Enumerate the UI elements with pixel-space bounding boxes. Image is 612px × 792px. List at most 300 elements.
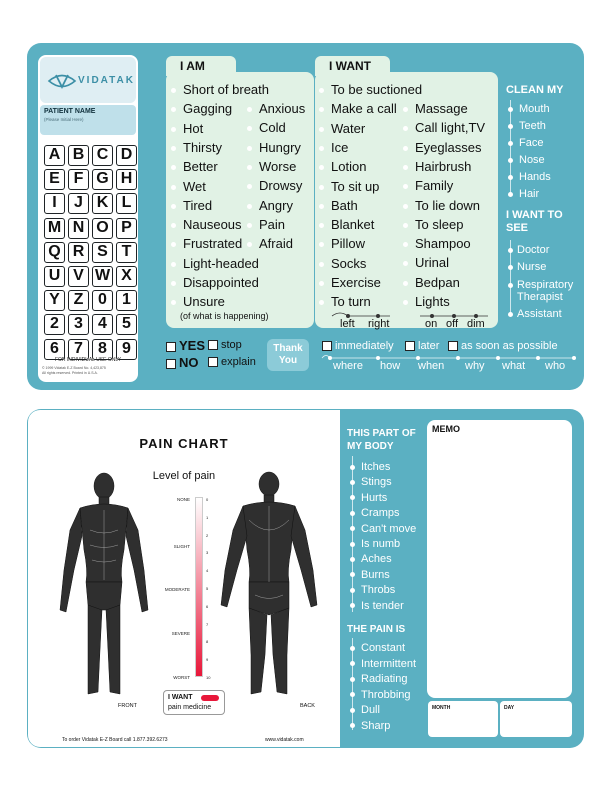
i-want-label: Make a call [331,101,397,117]
scale-label-moderate: MODERATE [164,587,190,592]
light-on[interactable]: on [425,318,438,330]
bullet-dot-icon [171,300,176,305]
question-who[interactable]: who [545,360,566,372]
i-want-item[interactable] [319,159,366,174]
want-to-see-label: Assistant [517,308,562,320]
i-want-label: Shampoo [415,236,471,252]
letter-tile-W[interactable]: W [92,266,113,287]
memo-area[interactable] [427,420,572,698]
i-am-label: Frustrated [183,236,243,252]
scale-number: 0 [206,497,209,502]
bullet-dot-icon [247,146,252,151]
bullet-dot-icon [319,146,324,151]
bullet-dot-icon [350,495,355,500]
want-to-see-item[interactable] [508,308,584,320]
i-want-item[interactable] [319,275,381,290]
question-why[interactable]: why [465,360,485,372]
i-am-label: Disappointed [183,275,259,290]
bullet-dot-icon [508,192,513,197]
this-part-label: Itches [361,461,391,473]
bullet-dot-icon [171,146,176,151]
scale-number: 3 [206,550,209,556]
scale-number: 5 [206,586,209,591]
clean-my-label: Teeth [519,120,546,132]
timing-asap[interactable] [448,340,558,352]
i-want-label: Pillow [331,236,365,252]
clean-my-label: Hair [519,188,540,200]
i-am-item[interactable] [247,178,302,193]
i-am-label: Light-headed [183,255,259,271]
i-want-label: To lie down [415,197,481,213]
this-part-item[interactable] [350,569,390,581]
bullet-dot-icon [508,107,513,112]
clean-my-item[interactable] [508,103,550,115]
bullet-dot-icon [350,480,355,485]
bullet-dot-icon [171,281,176,286]
i-am-label: Cold [259,120,286,136]
i-want-item[interactable] [403,255,449,270]
i-want-item[interactable] [403,217,463,232]
yes-label: YES [179,338,206,353]
i-am-label: Wet [183,178,206,194]
i-am-label: Hot [183,120,204,136]
copyright: © 1999 Vidatak E-Z Board No. 4,423,875 All rights reserved. Printed in U.S.A. [42,366,106,375]
letter-tile-M[interactable]: M [44,218,65,239]
bullet-dot-icon [319,185,324,190]
order-info: To order Vidatak E-Z Board call 1.877.392.6273 [62,737,168,743]
bullet-dot-icon [350,661,355,666]
later-label: later [418,340,440,352]
bullet-dot-icon [403,281,408,286]
brand-name: VIDATAK [78,75,135,86]
back-label: BACK [300,703,315,709]
scale-label-slight: SLIGHT [173,544,190,549]
bullet-dot-icon [403,165,408,170]
i-want-item[interactable] [319,140,348,155]
letter-tile-P[interactable]: P [116,218,137,239]
i-want-item[interactable] [403,236,471,251]
pain-is-label: Intermittent [361,657,417,670]
want-to-see-label: Doctor [517,244,550,256]
scale-number: 9 [206,657,209,663]
i-am-item[interactable] [171,256,259,271]
letter-tile-0[interactable]: 0 [92,290,113,311]
this-part-item[interactable] [350,492,387,504]
pain-is-item[interactable] [350,704,380,716]
clean-my-item[interactable] [508,171,551,183]
bullet-dot-icon [403,223,408,228]
letter-tile-U[interactable]: U [44,266,65,287]
letter-tile-6[interactable]: 6 [44,339,65,360]
pain-is-label: Sharp [361,719,391,732]
bullet-dot-icon [403,261,408,266]
body-front-figure-icon[interactable] [50,470,158,705]
i-am-title: I AM [166,56,236,76]
i-want-item[interactable] [403,275,460,290]
bullet-dot-icon [403,300,408,305]
this-part-label: Hurts [361,491,388,504]
bullet-dot-icon [350,723,355,728]
this-part-item[interactable] [350,476,392,488]
this-part-label: Is tender [361,599,404,612]
i-am-label: Angry [259,197,293,213]
question-what[interactable]: what [502,360,526,372]
i-am-item[interactable] [171,179,206,194]
letter-tile-L[interactable]: L [116,193,137,214]
i-am-item[interactable] [171,159,218,174]
bullet-dot-icon [319,300,324,305]
bullet-dot-icon [350,465,355,470]
timing-immediately[interactable] [322,340,394,352]
i-want-item[interactable] [403,159,471,174]
this-part-title: THIS PART OF MY BODY [347,428,416,452]
bullet-dot-icon [350,692,355,697]
want-medicine-label-2: pain medicine [168,704,212,711]
later-checkbox[interactable] [405,341,415,351]
clean-my-item[interactable] [508,188,539,200]
letter-tile-J[interactable]: J [68,193,89,214]
i-am-label: Nauseous [183,217,242,233]
i-am-item[interactable] [171,236,242,251]
clean-my-item[interactable] [508,120,546,132]
this-part-label: Cramps [361,507,400,520]
stop-option[interactable] [208,339,242,351]
letter-tile-3[interactable]: 3 [68,314,89,335]
i-want-item[interactable] [319,179,379,194]
question-where[interactable]: where [333,360,363,372]
bullet-dot-icon [508,158,513,163]
letter-tile-H[interactable]: H [116,169,137,190]
front-label: FRONT [118,703,137,709]
bullet-dot-icon [508,124,513,129]
bullet-dot-icon [508,141,513,146]
yes-option[interactable] [166,338,205,353]
scale-label-worst: WORST [173,675,190,680]
letter-tile-X[interactable]: X [116,266,137,287]
timing-later[interactable] [405,340,439,352]
i-am-label: Tired [183,197,213,213]
i-want-label: Blanket [331,217,375,233]
letter-tile-N[interactable]: N [68,218,89,239]
letter-tile-O[interactable]: O [92,218,113,239]
i-am-item[interactable] [247,159,296,174]
light-dim[interactable]: dim [467,318,485,330]
pain-is-item[interactable] [350,720,390,732]
scale-number: 4 [206,568,209,574]
this-part-item[interactable] [350,461,390,473]
i-am-label: Worse [259,158,297,174]
i-am-label: Pain [259,216,286,232]
i-want-item[interactable] [403,120,485,135]
i-want-label: Socks [331,255,367,271]
bullet-dot-icon [350,646,355,651]
bullet-dot-icon [247,107,252,112]
i-want-label: To be suctioned [331,82,423,97]
letter-tile-Z[interactable]: Z [68,290,89,311]
bullet-dot-icon [403,204,408,209]
i-am-label: Better [183,159,218,175]
day-label: DAY [504,705,515,711]
bullet-dot-icon [247,204,252,209]
bullet-dot-icon [350,708,355,713]
pill-icon [201,695,219,701]
stop-label: stop [221,339,242,351]
i-am-item[interactable] [171,121,203,136]
body-back-figure-icon[interactable] [215,470,323,705]
i-am-label: Gagging [183,101,233,117]
i-am-item[interactable] [247,140,301,155]
this-part-item[interactable] [350,507,400,519]
bullet-dot-icon [319,107,324,112]
letter-tile-I[interactable]: I [44,193,65,214]
bullet-dot-icon [319,281,324,286]
bullet-dot-icon [319,223,324,228]
bullet-dot-icon [319,204,324,209]
turn-right[interactable]: right [368,318,390,330]
letter-tile-F[interactable]: F [68,169,89,190]
vidatak-logo-icon [47,70,77,92]
no-option[interactable] [166,355,199,370]
pain-is-title: THE PAIN IS [347,624,406,635]
bullet-dot-icon [247,242,252,247]
bullet-dot-icon [350,511,355,516]
this-part-item[interactable] [350,553,392,565]
scale-number: 2 [206,532,209,538]
no-label: NO [179,355,199,370]
want-to-see-item[interactable] [508,244,584,256]
bullet-dot-icon [350,557,355,562]
i-am-label: Drowsy [259,178,303,194]
i-am-item[interactable] [171,101,232,116]
asap-label: as soon as possible [461,340,558,352]
pain-scale-bar[interactable] [195,497,203,677]
i-want-item[interactable] [319,256,366,271]
bullet-dot-icon [247,126,252,131]
bullet-dot-icon [350,526,355,531]
bullet-dot-icon [350,588,355,593]
i-want-item[interactable] [403,294,450,309]
i-am-item[interactable] [171,275,259,290]
this-part-label: Stings [361,476,392,489]
scale-label-none: NONE [176,497,190,502]
this-part-item[interactable] [350,538,400,550]
bullet-dot-icon [171,88,176,93]
letter-tile-K[interactable]: K [92,193,113,214]
letter-tile-S[interactable]: S [92,242,113,263]
i-am-item[interactable] [171,294,225,309]
bullet-dot-icon [171,262,176,267]
bullet-dot-icon [350,572,355,577]
no-checkbox[interactable] [166,359,176,369]
bullet-dot-icon [403,146,408,151]
bullet-dot-icon [508,312,513,317]
this-part-label: Is numb [361,538,401,550]
this-part-item[interactable] [350,600,404,612]
scale-label-severe: SEVERE [171,631,190,636]
letter-tile-5[interactable]: 5 [116,314,137,335]
letter-tile-V[interactable]: V [68,266,89,287]
this-part-item[interactable] [350,523,416,535]
letter-tile-D[interactable]: D [116,145,137,166]
i-am-item[interactable] [171,82,269,97]
pain-is-label: Dull [361,704,380,716]
clean-my-item[interactable] [508,154,545,166]
i-want-item[interactable] [319,198,358,213]
bullet-dot-icon [350,542,355,547]
letter-tile-G[interactable]: G [92,169,113,190]
turn-left[interactable]: left [340,318,355,330]
bullet-dot-icon [247,223,252,228]
clean-my-item[interactable] [508,137,543,149]
yes-checkbox[interactable] [166,342,176,352]
individual-use-note: FOR INDIVIDUAL USE ONLY [54,357,122,363]
unsure-note: (of what is happening) [180,311,269,321]
stop-checkbox[interactable] [208,340,218,350]
i-am-item[interactable] [171,198,212,213]
month-label: MONTH [432,705,451,711]
i-am-label: Anxious [259,101,306,116]
i-want-label: Eyeglasses [415,139,482,155]
thank-you-button[interactable] [267,339,309,371]
clean-my-label: Hands [519,171,551,183]
bullet-dot-icon [319,127,324,132]
bullet-dot-icon [403,126,408,131]
letter-tile-7[interactable]: 7 [68,339,89,360]
i-am-item[interactable] [247,198,293,213]
i-am-label: Short of breath [183,82,269,97]
i-want-item[interactable] [403,101,468,116]
pain-is-item[interactable] [350,673,407,685]
immediately-checkbox[interactable] [322,341,332,351]
pain-is-label: Radiating [361,673,408,685]
letter-tile-T[interactable]: T [116,242,137,263]
explain-option[interactable] [208,356,256,368]
pain-is-label: Throbbing [361,688,411,701]
want-medicine-label-1: I WANT [168,694,193,701]
i-am-item[interactable] [171,217,242,232]
pain-is-label: Constant [361,642,406,654]
bullet-dot-icon [350,677,355,682]
bullet-dot-icon [508,265,513,270]
bullet-dot-icon [508,248,513,253]
letter-tile-C[interactable]: C [92,145,113,166]
want-to-see-label: Respiratory Therapist [517,279,574,303]
scale-number: 7 [206,621,209,627]
bullet-dot-icon [247,184,252,189]
question-when[interactable]: when [418,360,445,372]
bullet-dot-icon [403,107,408,112]
letter-tile-B[interactable]: B [68,145,89,166]
letter-tile-4[interactable]: 4 [92,314,113,335]
i-am-item[interactable] [247,120,286,135]
pain-chart-title: PAIN CHART [139,436,229,451]
bullet-dot-icon [319,262,324,267]
letter-tile-1[interactable]: 1 [116,290,137,311]
clean-my-label: Nose [519,154,545,166]
i-want-item[interactable] [319,101,397,116]
i-want-label: Urinal [415,255,449,271]
letter-tile-2[interactable]: 2 [44,314,65,335]
thank-you-label: Thank You [273,343,303,366]
i-want-item[interactable] [319,82,422,97]
want-to-see-item[interactable] [508,261,584,273]
i-want-item[interactable] [319,217,374,232]
i-want-label: Lotion [331,159,367,175]
letter-tile-Q[interactable]: Q [44,242,65,263]
this-part-item[interactable] [350,584,395,596]
letter-tile-9[interactable]: 9 [116,339,137,360]
letter-tile-8[interactable]: 8 [92,339,113,360]
website: www.vidatak.com [265,737,304,743]
i-want-label: To sit up [331,178,380,194]
letter-tile-Y[interactable]: Y [44,290,65,311]
bullet-dot-icon [508,175,513,180]
memo-title: MEMO [432,424,460,434]
i-want-item[interactable] [403,198,480,213]
scale-number: 6 [206,603,209,609]
bullet-dot-icon [508,283,513,288]
i-want-label: Massage [415,101,468,116]
scale-number: 8 [206,639,209,645]
bullet-dot-icon [171,204,176,209]
bullet-dot-icon [171,223,176,228]
bullet-dot-icon [319,242,324,247]
patient-name-title: PATIENT NAME [44,108,96,115]
i-am-item[interactable] [247,217,285,232]
level-of-pain-title: Level of pain [152,470,216,482]
want-to-see-title: I WANT TO SEE [506,209,563,234]
bullet-dot-icon [403,184,408,189]
i-want-item[interactable] [403,140,481,155]
i-want-item[interactable] [319,236,365,251]
i-want-label: Ice [331,139,349,155]
i-want-item[interactable] [403,178,453,193]
i-am-item[interactable] [247,236,293,251]
i-am-label: Thirsty [183,139,222,155]
letter-tile-R[interactable]: R [68,242,89,263]
letter-tile-A[interactable]: A [44,145,65,166]
i-am-item[interactable] [247,101,305,116]
pain-is-item[interactable] [350,689,411,701]
letter-tile-E[interactable]: E [44,169,65,190]
pain-is-item[interactable] [350,658,416,670]
this-part-label: Burns [361,568,390,581]
clean-my-label: Face [519,137,544,149]
scale-number: 1 [206,514,209,520]
bullet-dot-icon [171,107,176,112]
i-want-label: To sleep [415,216,464,232]
this-part-label: Aches [361,553,392,566]
i-want-item[interactable] [319,121,365,136]
i-am-item[interactable] [171,140,222,155]
this-part-label: Throbs [361,584,396,597]
i-am-label: Hungry [259,139,301,155]
question-how[interactable]: how [380,360,401,372]
i-want-label: To turn [331,294,371,310]
pain-is-item[interactable] [350,642,405,654]
light-off[interactable]: off [446,318,459,330]
explain-checkbox[interactable] [208,357,218,367]
clean-my-title: CLEAN MY [506,84,564,96]
bullet-dot-icon [350,603,355,608]
i-am-label: Unsure [183,294,225,310]
bullet-dot-icon [171,165,176,170]
patient-name-subtitle: (Please Initial Here) [44,117,84,122]
bullet-dot-icon [319,88,324,93]
bullet-dot-icon [171,242,176,247]
want-to-see-item[interactable] [508,279,584,303]
asap-checkbox[interactable] [448,341,458,351]
